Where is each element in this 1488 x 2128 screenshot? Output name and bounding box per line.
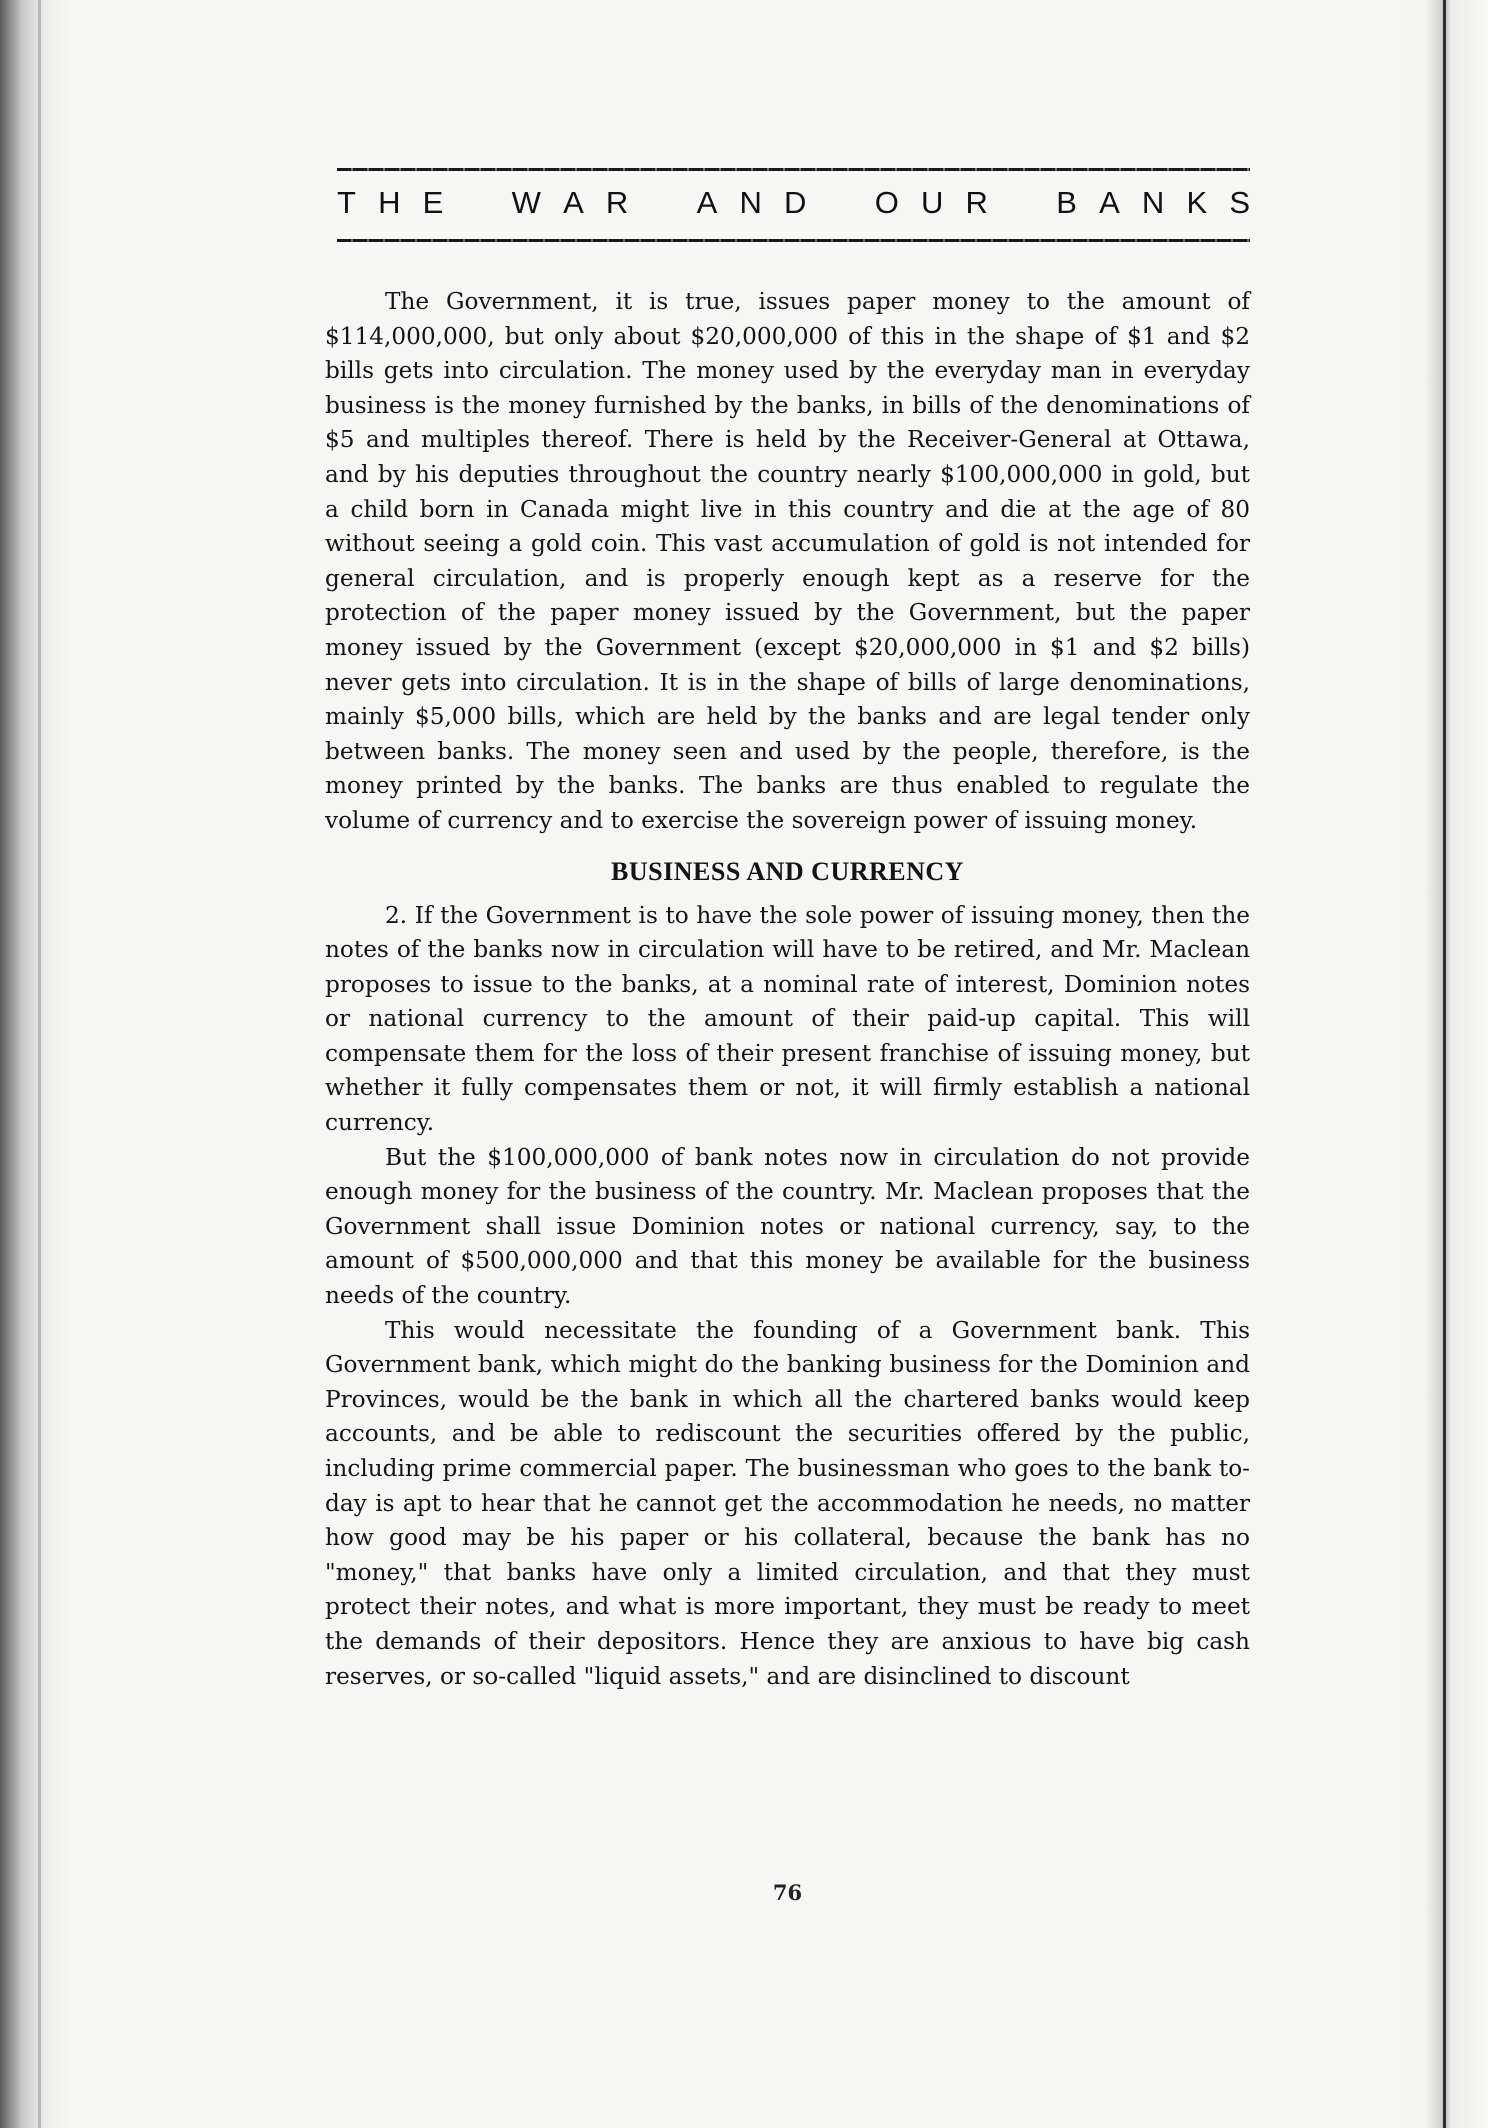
page-content [325,140,1250,1920]
running-head-letter: U [920,185,944,220]
section-heading: BUSINESS AND CURRENCY [611,856,964,886]
running-head-letter: B [1056,185,1077,220]
running-head-letter: A [1099,185,1120,220]
page-number: 76 [772,1880,803,1905]
next-page-edge [1395,0,1488,2128]
running-head-letter: A [563,185,584,220]
running-head-letter: N [739,185,762,220]
body-text [325,285,1250,1694]
running-head-letter: A [696,185,718,220]
running-head-letter: H [378,185,401,220]
running-head-letter: S [1229,185,1250,220]
running-head-letter: T [337,185,356,220]
running-head-letter: O [874,185,899,220]
running-head-letter: E [422,185,444,220]
header-rule-top [337,168,1250,171]
running-head-letter: K [1186,185,1208,220]
running-head-letter: W [511,185,541,220]
paragraph-4: This would necessitate the founding of a Government bank. This Government bank, which might do the banking business for the Dominion and Provinces, would be the bank in which all the chartered banks would keep accounts, and be able to rediscount the securities offered by the public, including prime commercial paper. The businessman who goes to the bank to-day is apt to hear that he cannot get the accommodation he needs, no matter how good may be his paper or his collateral, because the bank has no "money," that banks have only a limited circulation, and that they must protect their notes, and what is more important, they must be ready to meet the demands of their depositors. Hence they are anxious to have big cash reserves, or so-called "liquid assets," and are disinclined to discount [325,1316,1250,1690]
paragraph-2: 2. If the Government is to have the sole power of issuing money, then the notes of the banks now in circulation will have to be retired, and Mr. Maclean proposes to issue to the banks, at a nominal rate of interest, Dominion notes or national currency to the amount of their paid-up capital. This will compensate them for the loss of their present franchise of issuing money, but whether it fully compensates them or not, it will firmly establish a national currency. [325,901,1250,1137]
paragraph-1: The Government, it is true, issues paper money to the amount of $114,000,000, but only about $20,000,000 of this in the shape of $1 and $2 bills gets into circulation. The money used by the everyday man in everyday business is the money furnished by the banks, in bills of the denominations of $5 and multiples thereof. There is held by the Receiver-General at Ottawa, and by his deputies throughout the country nearly $100,000,000 in gold, but a child born in Canada might live in this country and die at the age of 80 without seeing a gold coin. This vast accumulation of gold is not intended for general circulation, and is properly enough kept as a reserve for the protection of the paper money issued by the Government, but the paper money issued by the Government (except $20,000,000 in $1 and $2 bills) never gets into circulation. It is in the shape of bills of large denominations, mainly $5,000 bills, which are held by the banks and are legal tender only between banks. The money seen and used by the people, therefore, is the money printed by the banks. The banks are thus enabled to regulate the volume of currency and to exercise the sovereign power of issuing money. [325,288,1250,834]
running-head-letter: R [605,185,629,220]
header-rule-bottom [337,239,1250,242]
running-head-letter: N [1141,185,1165,220]
paragraph-3: But the $100,000,000 of bank notes now in circulation do not provide enough money for the business of the country. Mr. Maclean proposes that the Government shall issue Dominion notes or national currency, say, to the amount of $500,000,000 and that this money be available for the business needs of the country. [325,1143,1250,1310]
running-head-letter: R [965,185,988,220]
book-gutter-shadow [0,0,70,2128]
running-head-letter: D [784,185,807,220]
running-head [337,178,1250,228]
